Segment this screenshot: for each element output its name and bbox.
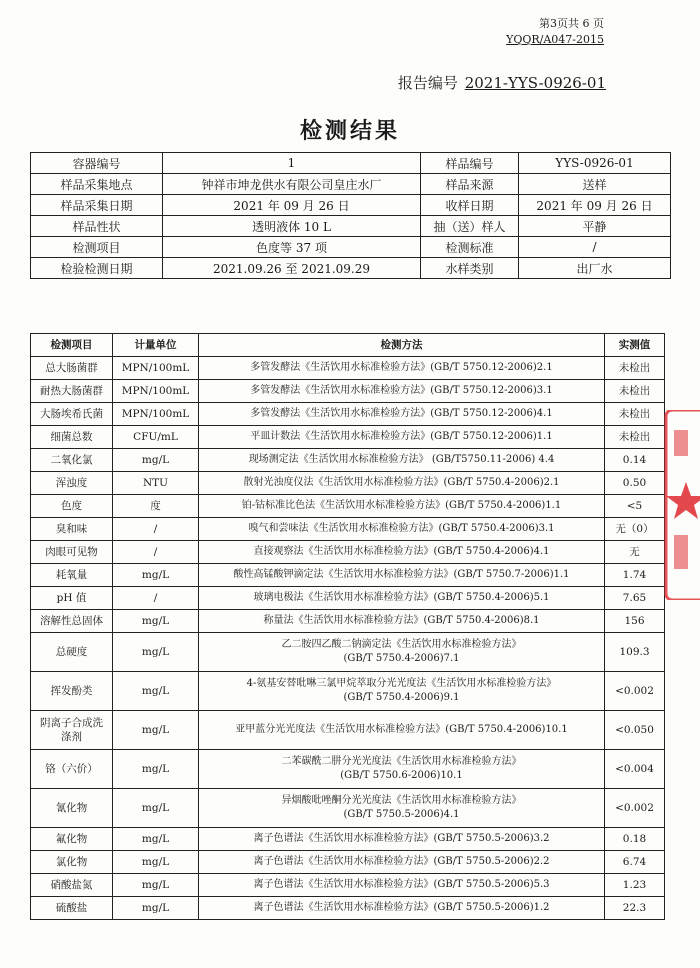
method-cell: 离子色谱法《生活饮用水标准检验方法》(GB/T 5750.5-2006)5.3 bbox=[199, 874, 605, 897]
info-label: 容器编号 bbox=[31, 153, 163, 174]
value-cell: <0.002 bbox=[605, 789, 665, 828]
table-row bbox=[31, 564, 665, 587]
test-item-cell: 臭和味 bbox=[31, 518, 113, 541]
test-item-cell: 耐热大肠菌群 bbox=[31, 380, 113, 403]
table-row bbox=[31, 495, 665, 518]
info-value: 2021 年 09 月 26 日 bbox=[519, 195, 671, 216]
info-value: 色度等 37 项 bbox=[163, 237, 421, 258]
test-item-cell: 硝酸盐氮 bbox=[31, 874, 113, 897]
info-row bbox=[31, 258, 671, 279]
unit-cell: mg/L bbox=[113, 711, 199, 750]
method-cell: 4-氨基安替吡啉三氯甲烷萃取分光光度法《生活饮用水标准检验方法》 (GB/T 5750.4-2006)9.1 bbox=[199, 672, 605, 711]
unit-cell: mg/L bbox=[113, 874, 199, 897]
report-number: 2021-YYS-0926-01 bbox=[464, 74, 606, 92]
unit-cell: mg/L bbox=[113, 897, 199, 920]
report-number-line bbox=[398, 72, 606, 93]
unit-cell: MPN/100mL bbox=[113, 403, 199, 426]
test-item-cell: pH 值 bbox=[31, 587, 113, 610]
test-item-cell: 耗氧量 bbox=[31, 564, 113, 587]
unit-cell: mg/L bbox=[113, 564, 199, 587]
info-value: 送样 bbox=[519, 174, 671, 195]
value-cell: 未检出 bbox=[605, 357, 665, 380]
info-value: / bbox=[519, 237, 671, 258]
test-item-cell: 阴离子合成洗 涤剂 bbox=[31, 711, 113, 750]
value-cell: 1.23 bbox=[605, 874, 665, 897]
table-row bbox=[31, 403, 665, 426]
sample-info-table bbox=[30, 152, 671, 279]
table-row bbox=[31, 357, 665, 380]
value-cell: 0.50 bbox=[605, 472, 665, 495]
test-item-cell: 二氧化氯 bbox=[31, 449, 113, 472]
value-cell: 未检出 bbox=[605, 426, 665, 449]
results-body bbox=[31, 357, 665, 920]
info-value: 2021.09.26 至 2021.09.29 bbox=[163, 258, 421, 279]
test-item-cell: 总大肠菌群 bbox=[31, 357, 113, 380]
unit-cell: mg/L bbox=[113, 672, 199, 711]
form-code: YQQR/A047-2015 bbox=[506, 33, 604, 46]
unit-cell: MPN/100mL bbox=[113, 380, 199, 403]
value-cell: 未检出 bbox=[605, 380, 665, 403]
unit-cell: / bbox=[113, 518, 199, 541]
info-row bbox=[31, 216, 671, 237]
table-row bbox=[31, 380, 665, 403]
value-cell: 未检出 bbox=[605, 403, 665, 426]
info-value: 1 bbox=[163, 153, 421, 174]
table-row bbox=[31, 541, 665, 564]
info-label: 样品来源 bbox=[421, 174, 519, 195]
test-item-cell: 总硬度 bbox=[31, 633, 113, 672]
table-row bbox=[31, 426, 665, 449]
info-value: 出厂水 bbox=[519, 258, 671, 279]
results-header-row bbox=[31, 334, 665, 357]
test-item-cell: 色度 bbox=[31, 495, 113, 518]
info-label: 样品性状 bbox=[31, 216, 163, 237]
info-label: 检测标准 bbox=[421, 237, 519, 258]
value-cell: 1.74 bbox=[605, 564, 665, 587]
method-cell: 嗅气和尝味法《生活饮用水标准检验方法》(GB/T 5750.4-2006)3.1 bbox=[199, 518, 605, 541]
info-label: 水样类别 bbox=[421, 258, 519, 279]
official-seal-stamp bbox=[664, 410, 700, 600]
info-value: 2021 年 09 月 26 日 bbox=[163, 195, 421, 216]
value-cell: <0.004 bbox=[605, 750, 665, 789]
info-row bbox=[31, 237, 671, 258]
method-cell: 称量法《生活饮用水标准检验方法》(GB/T 5750.4-2006)8.1 bbox=[199, 610, 605, 633]
table-row bbox=[31, 851, 665, 874]
info-row bbox=[31, 174, 671, 195]
table-row bbox=[31, 610, 665, 633]
method-cell: 二苯碳酰二肼分光光度法《生活饮用水标准检验方法》 (GB/T 5750.6-2006)10.1 bbox=[199, 750, 605, 789]
value-cell: 6.74 bbox=[605, 851, 665, 874]
unit-cell: MPN/100mL bbox=[113, 357, 199, 380]
info-label: 收样日期 bbox=[421, 195, 519, 216]
info-value: YYS-0926-01 bbox=[519, 153, 671, 174]
test-item-cell: 铬（六价） bbox=[31, 750, 113, 789]
unit-cell: NTU bbox=[113, 472, 199, 495]
method-cell: 铂-钴标准比色法《生活饮用水标准检验方法》(GB/T 5750.4-2006)1.1 bbox=[199, 495, 605, 518]
table-row bbox=[31, 672, 665, 711]
method-cell: 离子色谱法《生活饮用水标准检验方法》(GB/T 5750.5-2006)3.2 bbox=[199, 828, 605, 851]
table-row bbox=[31, 449, 665, 472]
info-value: 透明液体 10 L bbox=[163, 216, 421, 237]
test-item-cell: 氟化物 bbox=[31, 828, 113, 851]
value-cell: 无（0） bbox=[605, 518, 665, 541]
page-title: 检测结果 bbox=[299, 118, 400, 144]
method-cell: 离子色谱法《生活饮用水标准检验方法》(GB/T 5750.5-2006)1.2 bbox=[199, 897, 605, 920]
column-header: 检测项目 bbox=[31, 334, 113, 357]
unit-cell: mg/L bbox=[113, 789, 199, 828]
page-header-info bbox=[506, 16, 604, 48]
table-row bbox=[31, 750, 665, 789]
method-cell: 玻璃电极法《生活饮用水标准检验方法》(GB/T 5750.4-2006)5.1 bbox=[199, 587, 605, 610]
method-cell: 亚甲蓝分光光度法《生活饮用水标准检验方法》(GB/T 5750.4-2006)10.1 bbox=[199, 711, 605, 750]
info-row bbox=[31, 153, 671, 174]
unit-cell: mg/L bbox=[113, 828, 199, 851]
table-row bbox=[31, 828, 665, 851]
value-cell: 109.3 bbox=[605, 633, 665, 672]
unit-cell: 度 bbox=[113, 495, 199, 518]
unit-cell: / bbox=[113, 587, 199, 610]
table-row bbox=[31, 633, 665, 672]
info-label: 检验检测日期 bbox=[31, 258, 163, 279]
seal-star-icon bbox=[666, 482, 700, 519]
info-label: 样品编号 bbox=[421, 153, 519, 174]
method-cell: 直接观察法《生活饮用水标准检验方法》(GB/T 5750.4-2006)4.1 bbox=[199, 541, 605, 564]
column-header: 检测方法 bbox=[199, 334, 605, 357]
table-row bbox=[31, 789, 665, 828]
test-item-cell: 挥发酚类 bbox=[31, 672, 113, 711]
method-cell: 多管发酵法《生活饮用水标准检验方法》(GB/T 5750.12-2006)2.1 bbox=[199, 357, 605, 380]
unit-cell: mg/L bbox=[113, 851, 199, 874]
test-item-cell: 细菌总数 bbox=[31, 426, 113, 449]
method-cell: 多管发酵法《生活饮用水标准检验方法》(GB/T 5750.12-2006)3.1 bbox=[199, 380, 605, 403]
info-label: 样品采集地点 bbox=[31, 174, 163, 195]
unit-cell: mg/L bbox=[113, 610, 199, 633]
value-cell: <5 bbox=[605, 495, 665, 518]
unit-cell: mg/L bbox=[113, 750, 199, 789]
unit-cell: mg/L bbox=[113, 633, 199, 672]
info-label: 抽（送）样人 bbox=[421, 216, 519, 237]
report-number-label: 报告编号 bbox=[397, 74, 458, 92]
method-cell: 散射光浊度仪法《生活饮用水标准检验方法》(GB/T 5750.4-2006)2.1 bbox=[199, 472, 605, 495]
table-row bbox=[31, 897, 665, 920]
method-cell: 现场测定法《生活饮用水标准检验方法》 (GB/T5750.11-2006) 4.4 bbox=[199, 449, 605, 472]
test-item-cell: 浑浊度 bbox=[31, 472, 113, 495]
value-cell: 无 bbox=[605, 541, 665, 564]
column-header: 计量单位 bbox=[113, 334, 199, 357]
method-cell: 平皿计数法《生活饮用水标准检验方法》(GB/T 5750.12-2006)1.1 bbox=[199, 426, 605, 449]
info-value: 平静 bbox=[519, 216, 671, 237]
method-cell: 酸性高锰酸钾滴定法《生活饮用水标准检验方法》(GB/T 5750.7-2006)1.1 bbox=[199, 564, 605, 587]
info-row bbox=[31, 195, 671, 216]
method-cell: 异烟酸吡唑酮分光光度法《生活饮用水标准检验方法》 (GB/T 5750.5-2006)4.1 bbox=[199, 789, 605, 828]
unit-cell: mg/L bbox=[113, 449, 199, 472]
unit-cell: / bbox=[113, 541, 199, 564]
test-item-cell: 硫酸盐 bbox=[31, 897, 113, 920]
table-row bbox=[31, 874, 665, 897]
value-cell: 0.18 bbox=[605, 828, 665, 851]
test-item-cell: 肉眼可见物 bbox=[31, 541, 113, 564]
method-cell: 多管发酵法《生活饮用水标准检验方法》(GB/T 5750.12-2006)4.1 bbox=[199, 403, 605, 426]
test-item-cell: 大肠埃希氏菌 bbox=[31, 403, 113, 426]
table-row bbox=[31, 711, 665, 750]
column-header: 实测值 bbox=[605, 334, 665, 357]
page-number: 第3页共 6 页 bbox=[539, 17, 604, 30]
table-row bbox=[31, 518, 665, 541]
value-cell: 7.65 bbox=[605, 587, 665, 610]
table-row bbox=[31, 587, 665, 610]
info-value: 钟祥市坤龙供水有限公司皇庄水厂 bbox=[163, 174, 421, 195]
test-item-cell: 氯化物 bbox=[31, 851, 113, 874]
unit-cell: CFU/mL bbox=[113, 426, 199, 449]
value-cell: 0.14 bbox=[605, 449, 665, 472]
table-row bbox=[31, 472, 665, 495]
value-cell: <0.050 bbox=[605, 711, 665, 750]
method-cell: 乙二胺四乙酸二钠滴定法《生活饮用水标准检验方法》 (GB/T 5750.4-2006)7.1 bbox=[199, 633, 605, 672]
value-cell: 156 bbox=[605, 610, 665, 633]
test-item-cell: 氰化物 bbox=[31, 789, 113, 828]
info-label: 样品采集日期 bbox=[31, 195, 163, 216]
results-table bbox=[30, 333, 665, 920]
method-cell: 离子色谱法《生活饮用水标准检验方法》(GB/T 5750.5-2006)2.2 bbox=[199, 851, 605, 874]
value-cell: 22.3 bbox=[605, 897, 665, 920]
test-item-cell: 溶解性总固体 bbox=[31, 610, 113, 633]
info-label: 检测项目 bbox=[31, 237, 163, 258]
value-cell: <0.002 bbox=[605, 672, 665, 711]
